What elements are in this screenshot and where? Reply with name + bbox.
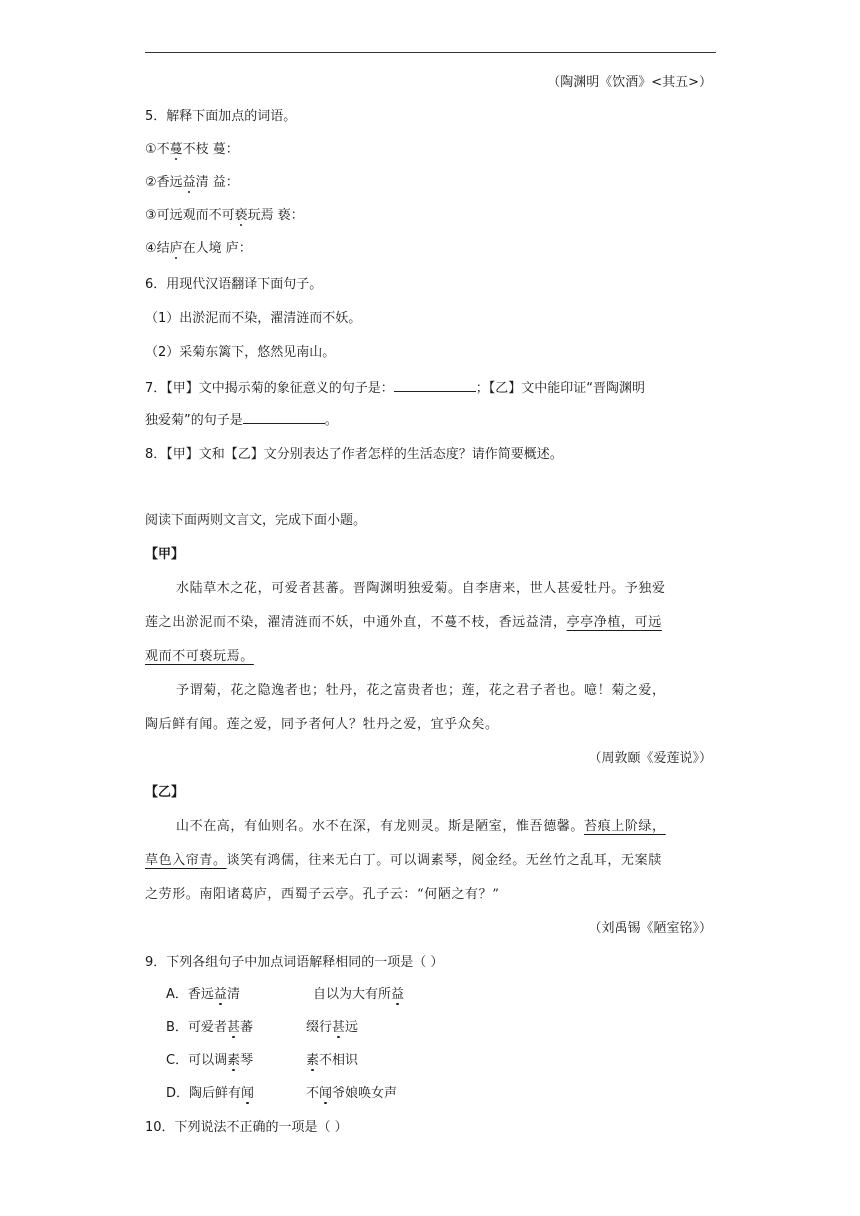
q7-line-1: 7．【甲】文中揭示菊的象征意义的句子是： ；【乙】文中能印证“晋陶渊明: [145, 381, 646, 396]
q8-title: 8．【甲】文和【乙】文分别表达了作者怎样的生活态度？请作简要概述。: [145, 447, 563, 462]
yi-line-1: 山不在高，有仙则名。水不在深，有龙则灵。斯是陋室，惟吾德馨。苔痕上阶绿，: [176, 819, 666, 834]
jia-line-1: 水陆草木之花，可爱者甚蕃。晋陶渊明独爱菊。自李唐来，世人甚爱牡丹。予独爱: [176, 581, 666, 596]
jia-line-3: 观而不可亵玩焉。: [145, 649, 254, 664]
yi-source: （刘禹锡《陋室铭》）: [588, 921, 712, 936]
q7-blank-2[interactable]: [243, 423, 325, 424]
q9-option-b[interactable]: B．可爱者甚蕃: [166, 1020, 253, 1035]
yi-line-3: 之劳形。南阳诸葛庐，西蜀子云亭。孔子云：“何陋之有？”: [145, 887, 500, 902]
q6-title: 6．用现代汉语翻译下面句子。: [145, 277, 323, 292]
jia-line-5: 陶后鲜有闻。莲之爱，同予者何人？牡丹之爱，宜乎众矣。: [145, 717, 499, 732]
passage-yi-label: 【乙】: [145, 785, 185, 800]
reading-intro: 阅读下面两则文言文，完成下面小题。: [145, 513, 367, 528]
q9-option-a[interactable]: A．香远益清: [166, 987, 240, 1002]
q9-option-c[interactable]: C．可以调素琴: [166, 1053, 254, 1068]
q6-sentence-2: （2）采菊东篱下，悠然见南山。: [145, 345, 336, 360]
q9-option-c-compare: 素不相识: [306, 1053, 359, 1068]
poem-source: （陶渊明《饮酒》<其五>）: [547, 75, 712, 90]
jia-line-2: 莲之出淤泥而不染，濯清涟而不妖，中通外直，不蔓不枝，香远益清，亭亭净植，可远: [145, 615, 662, 630]
q10-title: 10．下列说法不正确的一项是（ ）: [145, 1120, 348, 1135]
q9-option-b-compare: 缀行甚远: [306, 1020, 359, 1035]
passage-jia-label: 【甲】: [145, 547, 185, 562]
q5-item-2: ②香远益清 益：: [145, 175, 239, 190]
q7-blank-1[interactable]: [394, 391, 476, 392]
jia-source: （周敦颐《爱莲说》）: [588, 751, 712, 766]
q9-title: 9．下列各组句子中加点词语解释相同的一项是（ ）: [145, 955, 444, 970]
yi-line-2: 草色入帘青。谈笑有鸿儒，往来无白丁。可以调素琴，阅金经。无丝竹之乱耳，无案牍: [145, 853, 662, 868]
q9-option-d[interactable]: D．陶后鲜有闻: [166, 1086, 255, 1101]
q5-item-3: ③可远观而不可亵玩焉 亵：: [145, 208, 304, 223]
q9-option-a-compare: 自以为大有所益: [313, 987, 405, 1002]
q9-option-d-compare: 不闻爷娘唤女声: [306, 1086, 398, 1101]
q7-line-2: 独爱菊”的句子是 。: [145, 413, 338, 428]
top-rule: [145, 52, 716, 53]
q5-title: 5．解释下面加点的词语。: [145, 109, 297, 124]
q5-item-4: ④结庐在人境 庐：: [145, 241, 252, 256]
q6-sentence-1: （1）出淤泥而不染，濯清涟而不妖。: [145, 311, 362, 326]
q5-item-1: ①不蔓不枝 蔓：: [145, 142, 239, 157]
jia-line-4: 予谓菊，花之隐逸者也；牡丹，花之富贵者也；莲，花之君子者也。噫！菊之爱，: [176, 683, 666, 698]
